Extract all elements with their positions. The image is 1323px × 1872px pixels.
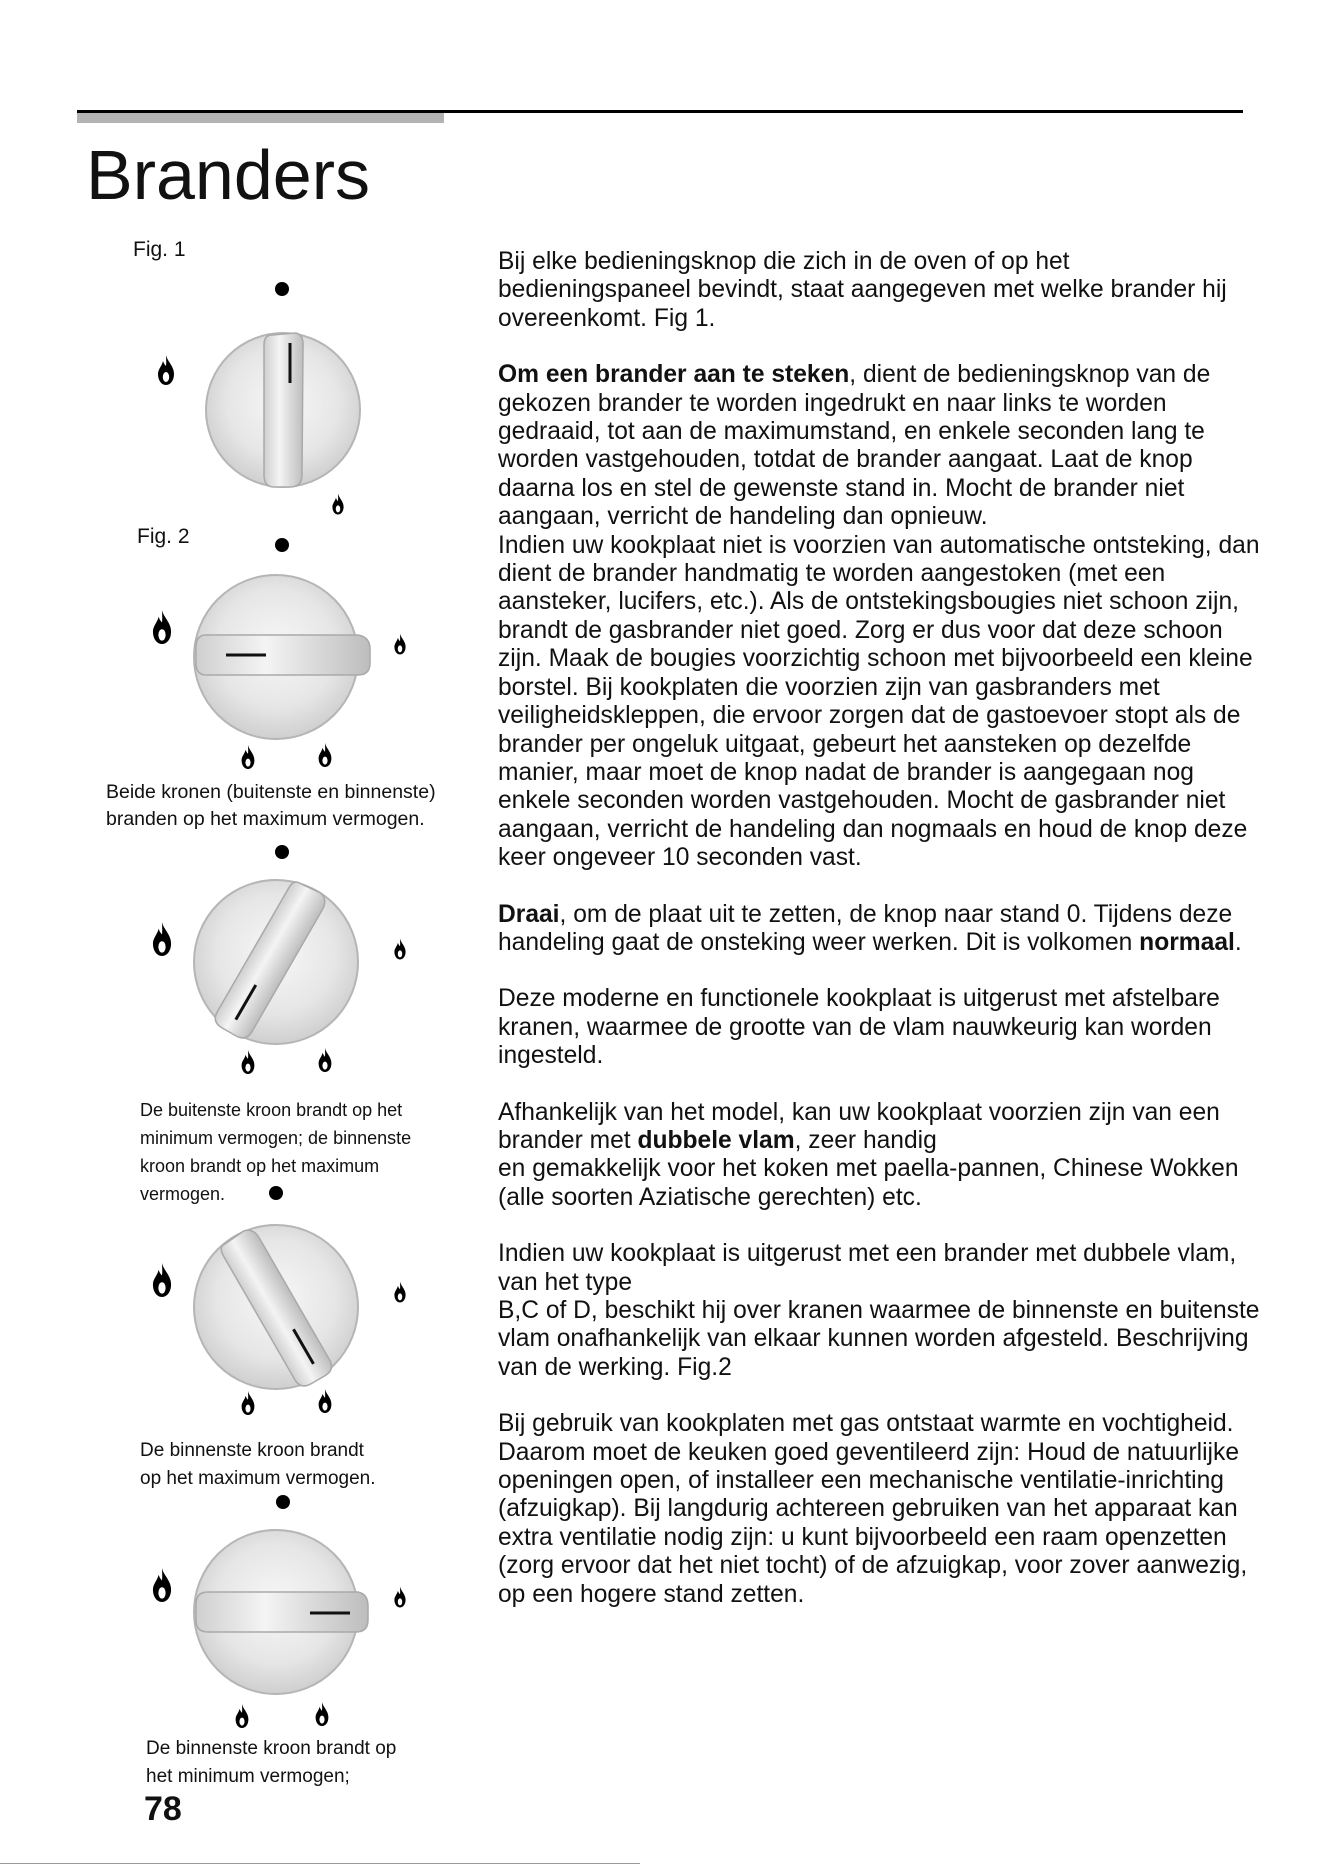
paragraph-ventilation: Bij gebruik van kookplaten met gas ontstaat warmte en vochtigheid. Daarom moet de keuken goed geventileerd zijn: Houd de natuurlijke openingen open, of installeer een mechanische ventilatie-inrichting (afzuigkap). Bij langdurig achtereen gebruiken van het apparaat kan extra ventilatie nodig zijn: u kunt bijvoorbeeld een raam openzetten (zorg ervoor dat het niet tocht) of de afzuigkap, voor zover aanwezig, op een hogere stand zetten. — [498, 1410, 1248, 1608]
fig2-knob-outer-min — [140, 838, 430, 1088]
fig2-knob-inner-max — [140, 1185, 430, 1435]
small-flame-icon — [319, 1048, 332, 1072]
small-flame-icon — [394, 634, 405, 655]
knob-grip — [264, 333, 303, 487]
header-accent-bar — [77, 113, 444, 123]
paragraph-adjustable-taps: Deze moderne en functionele kookplaat is uitgerust met afstelbare kranen, waarmee de grootte van de vlam nauwkeurig kan worden ingesteld. — [498, 985, 1220, 1070]
knob-grip — [196, 635, 370, 675]
fig2-caption-2: De buitenste kroon brandt op het minimum vermogen; de binnenste kroon brandt op het maximum vermogen. — [140, 1100, 412, 1204]
large-flame-icon — [158, 355, 174, 385]
large-flame-icon — [153, 1568, 171, 1602]
small-flame-icon — [242, 745, 255, 769]
large-flame-icon — [153, 922, 171, 956]
small-flame-icon — [319, 1389, 332, 1413]
off-dot-icon — [275, 538, 289, 552]
small-flame-icon — [236, 1704, 249, 1728]
fig1-knob-diagram — [140, 275, 370, 535]
small-flame-icon — [332, 494, 343, 515]
off-dot-icon — [275, 282, 289, 296]
fig2-caption-4: De binnenste kroon brandt op het minimum vermogen; — [146, 1738, 397, 1787]
paragraph-intro: Bij elke bedieningsknop die zich in de oven of op het bedieningspaneel bevindt, staat aangegeven met welke brander hij overeenkomt. Fig 1. — [498, 248, 1227, 332]
small-flame-icon — [316, 1702, 329, 1726]
paragraph-manual-ignition: Indien uw kookplaat niet is voorzien van automatische ontsteking, dan dient de brander handmatig te worden aangestoken (met een aansteker, lucifers, etc.). Als de ontstekingsbougies niet schoon zijn, brandt de gasbrander niet goed. Zorg er dus voor dat deze schoon zijn. Maak de bougies voorzichtig schoon met bijvoorbeeld een kleine borstel. Bij kookplaten die voorzien zijn van gasbranders met veiligheidskleppen, die ervoor zorgen dat de gastoevoer stopt als de brander per ongeluk uitgaat, gebeurt het aansteken op dezelfde manier, maar moet de knop nadat de brander is aangegaan nog enkele seconden worden vastgehouden. Mocht de gasbrander niet aangaan, verricht de handeling dan nogmaals en houd de knop deze keer ongeveer 10 seconden vast. — [498, 531, 1260, 872]
off-dot-icon — [276, 1495, 290, 1509]
large-flame-icon — [153, 610, 171, 644]
page-number: 78 — [144, 1790, 182, 1828]
page-title: Branders — [86, 136, 371, 214]
small-flame-icon — [394, 1587, 405, 1608]
small-flame-icon — [394, 1282, 405, 1303]
fig2-caption-1: Beide kronen (buitenste en binnenste) branden op het maximum vermogen. — [106, 781, 436, 830]
fig1-label: Fig. 1 — [133, 238, 186, 261]
fig2-caption-3: De binnenste kroon brandt op het maximum vermogen. — [140, 1440, 376, 1489]
footer-rule — [0, 1863, 640, 1864]
paragraph-double-flame: Afhankelijk van het model, kan uw kookplaat voorzien zijn van een brander met dubbele vlam, zeer handig en gemakkelijk voor het koken met paella-pannen, Chinese Wokken (alle soorten Aziatische gerechten) etc. — [498, 1098, 1239, 1211]
paragraph-burner-types: Indien uw kookplaat is uitgerust met een brander met dubbele vlam, van het type B,C of D, beschikt hij over kranen waarmee de binnenste en buitenste vlam onafhankelijk van elkaar kunnen worden afgesteld. Beschrijving van de werking. Fig.2 — [498, 1240, 1260, 1381]
small-flame-icon — [242, 1050, 255, 1074]
fig2-knob-max-both — [140, 535, 430, 780]
fig2-label: Fig. 2 — [137, 525, 190, 548]
paragraph-turn-off: Draai, om de plaat uit te zetten, de knop naar stand 0. Tijdens deze handeling gaat de onsteking weer werken. Dit is volkomen normaal. — [498, 900, 1242, 956]
off-dot-icon — [275, 845, 289, 859]
fig2-knob-inner-min — [140, 1486, 430, 1736]
paragraph-ignition: Om een brander aan te steken, dient de bedieningsknop van de gekozen brander te worden ingedrukt en naar links te worden gedraaid, tot aan de maximumstand, en enkele seconden lang te worden vastgehouden, totdat de brander aangaat. Laat de knop daarna los en stel de gewenste stand in. Mocht de brander niet aangaan, verricht de handeling dan opnieuw. — [498, 361, 1211, 531]
small-flame-icon — [394, 939, 405, 960]
off-dot-icon — [269, 1186, 283, 1200]
small-flame-icon — [319, 743, 332, 767]
body-text — [498, 248, 1268, 1637]
small-flame-icon — [242, 1391, 255, 1415]
large-flame-icon — [153, 1263, 171, 1297]
